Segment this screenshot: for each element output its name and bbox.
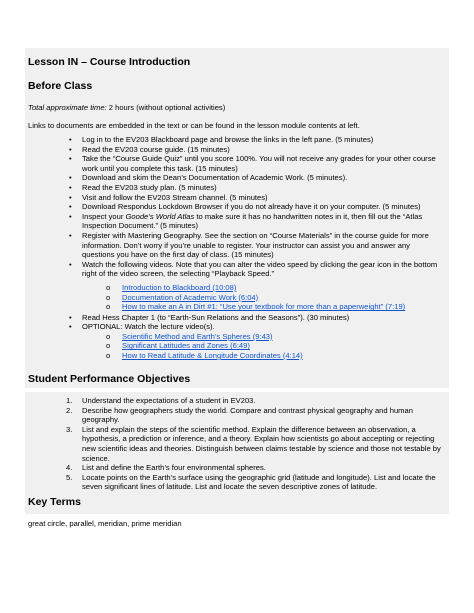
total-time-value: 2 hours (without optional activities)	[106, 103, 226, 112]
list-item: • Visit and follow the EV203 Stream channel. (5 minutes)	[69, 192, 268, 202]
list-item: • Watch the following videos. Note that you can alter the video speed by clicking the gear icon in the bottom right of the video screen, the selecting “Playback Speed.” o Introduction to Blackboard (10:08) o Documentation of Academic Work (6:04) o How to make an A in Dirt #1: “Use your textbook for more than a paperweight” (7:19)	[28, 260, 444, 312]
objective-number: 1.	[66, 396, 73, 405]
video-link-latitudes-zones[interactable]: Significant Latitudes and Zones (6:49)	[122, 341, 250, 351]
video-list	[82, 283, 444, 312]
lecture-video-list	[82, 332, 444, 361]
objective-item: 2. Describe how geographers study the world. Compare and contrast physical geography and human geography.	[66, 405, 413, 425]
list-item: • Download and skim the Dean’s Documentation of Academic Work. (5 minutes).	[69, 173, 348, 183]
bullet: •	[69, 135, 72, 144]
video-link-dirt-1[interactable]: How to make an A in Dirt #1: “Use your textbook for more than a paperweight” (7:19)	[122, 302, 406, 312]
sub-bullet: o	[106, 302, 111, 312]
bullet: •	[69, 182, 72, 192]
list-item: • Read the EV203 course guide. (15 minutes)	[69, 144, 230, 154]
list-item: • Take the “Course Guide Quiz” until you score 100%. You will not receive any grades for your other course work until you complete this task. (15 minutes)	[69, 154, 436, 173]
sub-bullet: o	[106, 292, 111, 302]
before-class-heading: Before Class	[28, 80, 93, 92]
bullet: •	[69, 211, 72, 221]
atlas-title: Goode’s World Atlas	[125, 211, 195, 221]
total-time	[28, 103, 444, 113]
objectives-heading: Student Performance Objectives	[28, 373, 191, 385]
list-item: • Log in to the EV203 Blackboard page and browse the links in the left pane. (5 minutes)	[69, 135, 374, 144]
sub-bullet: o	[106, 331, 111, 341]
video-link-lat-long[interactable]: How to Read Latitude & Longitude Coordinates (4:14)	[122, 351, 303, 361]
bullet: •	[69, 202, 72, 212]
bullet: •	[69, 192, 72, 202]
bullet: •	[69, 259, 72, 269]
video-item	[82, 332, 444, 342]
video-item	[82, 283, 444, 293]
video-item	[82, 293, 444, 303]
video-link-academic-work[interactable]: Documentation of Academic Work (6:04)	[122, 292, 259, 302]
objective-item: 3. List and explain the steps of the scientific method. Explain the difference between an observation, a hypothesis, a prediction or inference, and a theory. Explain how scientists go about accepting or rejecting new scientific ideas and theories. Distinguish between claims testable by science and those not testable by science.	[66, 424, 441, 463]
objective-number: 4.	[66, 463, 73, 473]
before-class-list	[28, 135, 444, 362]
list-item: • Download Respondus Lockdown Browser if you do not already have it on your computer. (5 minutes)	[69, 202, 421, 212]
objective-item: 5. Locate points on the Earth’s surface using the geographic grid (latitude and longitude). List and locate the seven significant lines of latitude. List and locate the seven descriptive zones of latitude.	[66, 472, 436, 492]
links-note: Links to documents are embedded in the text or can be found in the lesson module contents at left.	[28, 121, 360, 130]
list-item-atlas: • Inspect your Goode’s World Atlas to make sure it has no handwritten notes in it, then fill out the “Atlas Inspection Document.” (5 minutes)	[69, 211, 423, 231]
video-item	[82, 302, 444, 312]
lesson-title: Lesson IN – Course Introduction	[28, 56, 191, 68]
video-link-blackboard[interactable]: Introduction to Blackboard (10:08)	[122, 282, 237, 292]
video-link-scientific-method[interactable]: Scientific Method and Earth’s Spheres (9:43)	[122, 331, 273, 341]
bullet: •	[69, 322, 72, 332]
objective-item: 1. Understand the expectations of a student in EV203.	[66, 396, 256, 405]
key-terms-heading: Key Terms	[28, 496, 81, 508]
video-item	[82, 351, 444, 361]
objective-item: 4. List and define the Earth’s four environmental spheres.	[66, 463, 266, 473]
bullet: •	[69, 154, 72, 164]
sub-bullet: o	[106, 351, 111, 361]
objective-number: 5.	[66, 472, 73, 482]
video-item	[82, 341, 444, 351]
key-terms-text: great circle, parallel, meridian, prime meridian	[28, 519, 182, 528]
sub-bullet: o	[106, 282, 111, 292]
list-item: • Read Hess Chapter 1 (to “Earth-Sun Relations and the Seasons”). (30 minutes)	[69, 312, 350, 322]
objective-number: 3.	[66, 424, 73, 434]
list-item: • OPTIONAL: Watch the lecture video(s). o Scientific Method and Earth’s Spheres (9:43) o Significant Latitudes and Zones (6:49) o How to Read Latitude & Longitude Coordinates (4:14)	[28, 322, 444, 360]
objective-number: 2.	[66, 405, 73, 415]
list-item: • Read the EV203 study plan. (5 minutes)	[69, 182, 217, 192]
bullet: •	[69, 312, 72, 322]
bullet: •	[69, 144, 72, 154]
bullet: •	[69, 173, 72, 183]
objectives-list	[28, 396, 444, 492]
bullet: •	[69, 230, 72, 240]
total-time-label: Total approximate time:	[28, 103, 107, 112]
list-item: • Register with Mastering Geography. See the section on “Course Materials” in the course guide for more information. Don’t worry if you’re unable to register. Your instructor can assist you and answer any questions you have on the first day of class. (15 minutes)	[69, 230, 429, 260]
sub-bullet: o	[106, 341, 111, 351]
